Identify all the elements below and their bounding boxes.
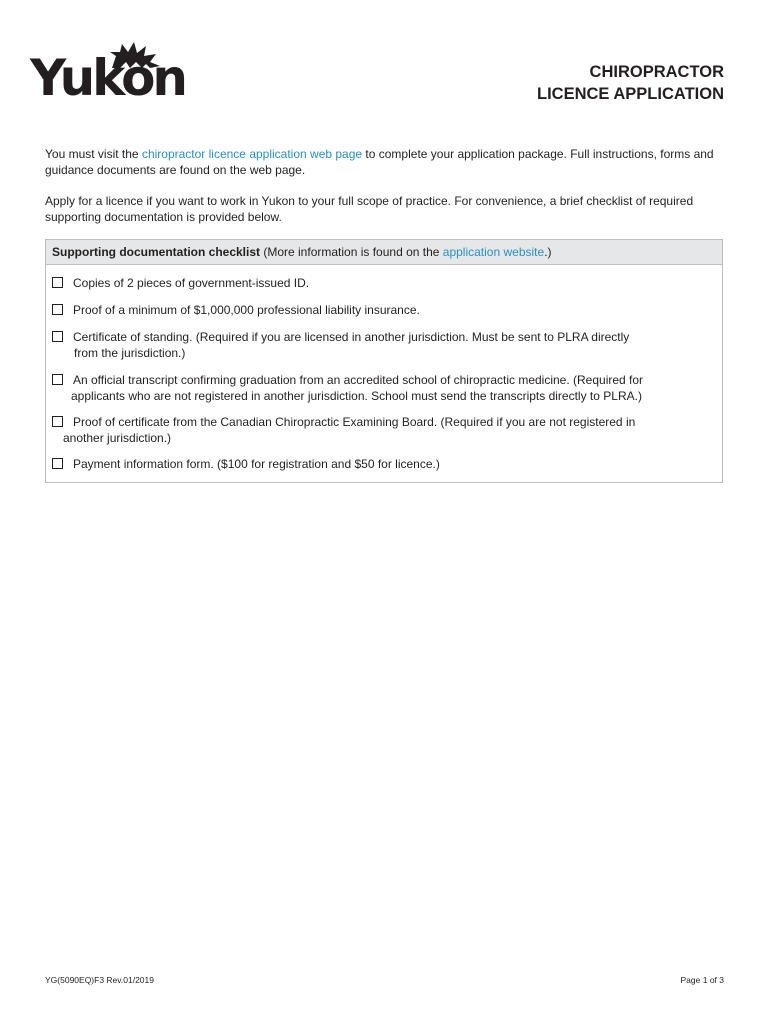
checklist-item-line: applicants who are not registered in another jurisdiction. School must send the transcripts directly to PLRA.) [71, 389, 642, 403]
checklist-header-text: (More information is found on the [260, 245, 443, 259]
checklist-item-line: from the jurisdiction.) [74, 346, 186, 360]
yukon-logo [30, 40, 186, 107]
page-title [537, 61, 724, 105]
checklist-item-text [73, 302, 708, 318]
checklist-item-line: An official transcript confirming graduation from an accredited school of chiropractic medicine. (Required for [73, 373, 644, 387]
checkbox[interactable] [52, 374, 63, 385]
checklist-item-line: Proof of certificate from the Canadian Chiropractic Examining Board. (Required if you are not registered in [73, 415, 636, 429]
form-code: YG(5090EQ)F3 Rev.01/2019 [45, 975, 154, 985]
intro-text-before: You must visit the [45, 147, 142, 161]
application-website-link[interactable]: application website [442, 245, 545, 259]
intro-paragraph [45, 147, 715, 178]
checklist-item-text [73, 456, 708, 472]
apply-paragraph: Apply for a licence if you want to work in Yukon to your full scope of practice. For convenience, a brief checklist of required supporting documentation is provided below. [45, 194, 694, 224]
yukon-wordmark: Yukon [30, 49, 186, 107]
checklist-item-text [63, 414, 708, 446]
checkbox[interactable] [52, 304, 63, 315]
checklist-header [46, 240, 722, 265]
checkbox[interactable] [52, 277, 63, 288]
checkbox[interactable] [52, 416, 63, 427]
checklist-header-end: .) [544, 245, 552, 259]
title-line-1: CHIROPRACTOR [589, 63, 724, 81]
title-line-2: LICENCE APPLICATION [536, 85, 724, 103]
checkbox[interactable] [52, 331, 63, 342]
checklist-item-line: Certificate of standing. (Required if you are licensed in another jurisdiction. Must be sent to PLRA directly [73, 330, 630, 344]
page-number: Page 1 of 3 [680, 975, 724, 985]
checklist-item-line: Proof of a minimum of $1,000,000 professional liability insurance. [73, 303, 420, 317]
checklist-item-line: another jurisdiction.) [63, 431, 172, 445]
checklist-header-title: Supporting documentation checklist [52, 245, 261, 259]
checklist-item-text [73, 372, 708, 404]
checklist-item-line: Payment information form. ($100 for registration and $50 for licence.) [73, 457, 440, 471]
checklist-item-text [73, 275, 708, 291]
checklist-item-line: Copies of 2 pieces of government-issued ID. [73, 276, 310, 290]
licence-web-page-link[interactable]: chiropractor licence application web page [141, 147, 363, 161]
checkbox[interactable] [52, 458, 63, 469]
intro-text-after: to complete your application package. Full instructions, forms and guidance documents are found on the web page. [45, 147, 714, 177]
checklist-item-text [73, 329, 708, 361]
supporting-documentation-checklist [45, 239, 723, 483]
